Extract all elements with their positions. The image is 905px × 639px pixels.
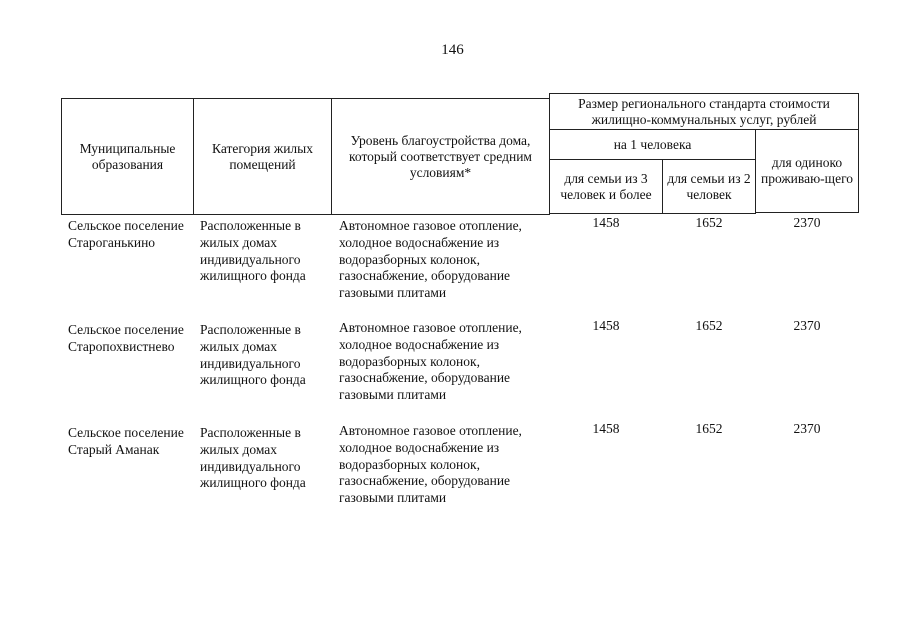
cell-single: 2370 [793, 421, 821, 436]
cell-level: Автономное газовое отопление, холодное водоснабжение из водоразборных колонок, газоснабжение, оборудование газовыми плитами [339, 423, 522, 506]
cell-family3: 1458 [592, 215, 620, 230]
cell-family3: 1458 [592, 421, 620, 436]
page-number: 146 [441, 42, 464, 58]
cell-category: Расположенные в жилых домах индивидуального жилищного фонда [200, 425, 306, 491]
cell-category: Расположенные в жилых домах индивидуального жилищного фонда [200, 218, 306, 284]
cell-family2: 1652 [695, 318, 723, 333]
header-category: Категория жилых помещений [193, 98, 332, 215]
header-family3: для семьи из 3 человек и более [549, 159, 663, 214]
cell-family3: 1458 [592, 318, 620, 333]
cell-family2: 1652 [695, 215, 723, 230]
header-municipal: Муниципальные образования [61, 98, 194, 215]
cell-level: Автономное газовое отопление, холодное водоснабжение из водоразборных колонок, газоснабжение, оборудование газовыми плитами [339, 320, 522, 403]
header-per-person: на 1 человека [549, 129, 756, 160]
header-single: для одиноко проживаю-щего [755, 129, 859, 213]
cell-municipal: Сельское поселение Старый Аманак [68, 425, 184, 457]
header-level: Уровень благоустройства дома, который соответствует средним условиям* [331, 98, 550, 215]
cell-category: Расположенные в жилых домах индивидуального жилищного фонда [200, 322, 306, 388]
cell-family2: 1652 [695, 421, 723, 436]
header-standard-size: Размер регионального стандарта стоимости жилищно-коммунальных услуг, рублей [549, 93, 859, 130]
header-family2: для семьи из 2 человек [662, 159, 756, 214]
cell-level: Автономное газовое отопление, холодное водоснабжение из водоразборных колонок, газоснабжение, оборудование газовыми плитами [339, 218, 522, 301]
cell-municipal: Сельское поселение Староганькино [68, 218, 184, 250]
cell-municipal: Сельское поселение Старопохвистнево [68, 322, 184, 354]
cell-single: 2370 [793, 318, 821, 333]
cell-single: 2370 [793, 215, 821, 230]
